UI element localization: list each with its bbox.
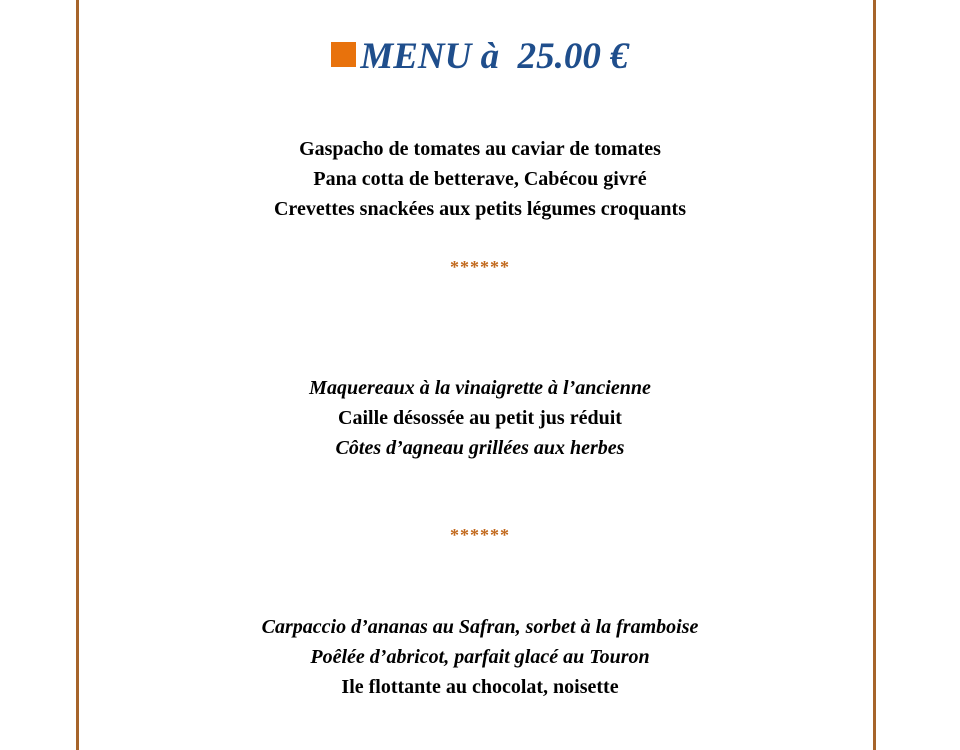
starter-item: Gaspacho de tomates au caviar de tomates bbox=[299, 138, 661, 160]
starter-item: Crevettes snackées aux petits légumes croquants bbox=[273, 198, 686, 220]
dessert-item: Ile flottante au chocolat, noisette bbox=[341, 676, 619, 698]
section-separator: ****** bbox=[450, 525, 510, 545]
orange-square-bullet-icon bbox=[331, 42, 356, 67]
starter-item: Pana cotta de betterave, Cabécou givré bbox=[313, 168, 647, 190]
main-item: Maquereaux à la vinaigrette à l’ancienne bbox=[309, 377, 651, 399]
main-item: Caille désossée au petit jus réduit bbox=[338, 407, 622, 429]
menu-title-text: MENU à 25.00 € bbox=[360, 36, 629, 77]
main-item: Côtes d’agneau grillées aux herbes bbox=[335, 437, 625, 459]
dessert-item: Poêlée d’abricot, parfait glacé au Touron bbox=[310, 646, 650, 668]
section-separator: ****** bbox=[450, 257, 510, 277]
menu-title bbox=[0, 34, 960, 80]
dessert-item: Carpaccio d’ananas au Safran, sorbet à la framboise bbox=[261, 616, 699, 638]
